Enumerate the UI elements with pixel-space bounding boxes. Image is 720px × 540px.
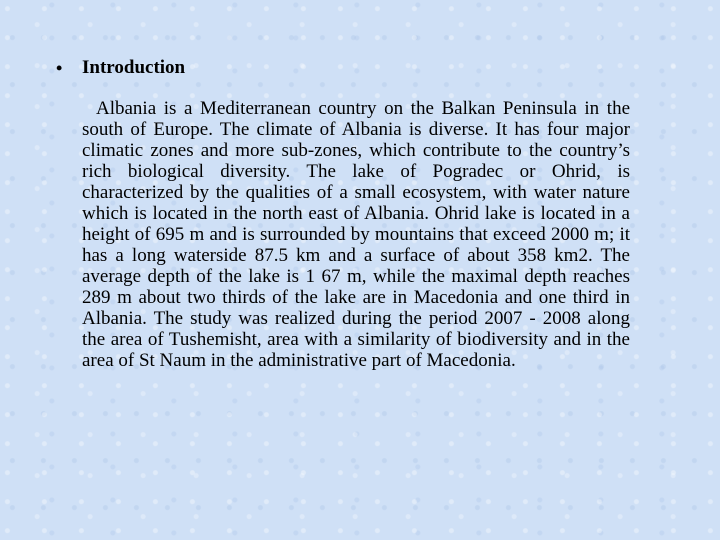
intro-paragraph: Albania is a Mediterranean country on the Balkan Peninsula in the south of Europe. The climate of Albania is diverse. It has four major climatic zones and more sub-zones, which contribute to the country’s rich biological diversity. The lake of Pogradec or Ohrid, is characterized by the qualities of a small ecosystem, with water nature which is located in the north east of Albania. Ohrid lake is located in a height of 695 m and is surrounded by mountains that exceed 2000 m; it has a long waterside 87.5 km and a surface of about 358 km2. The average depth of the lake is 1 67 m, while the maximal depth reaches 289 m about two thirds of the lake are in Macedonia and one third in Albania. The study was realized during the period 2007 - 2008 along the area of Tushemisht, area with a similarity of biodiversity and in the area of St Naum in the administrative part of Macedonia.	[82, 98, 630, 371]
bullet-marker: •	[56, 58, 63, 78]
section-heading-row	[56, 56, 185, 80]
section-heading: Introduction	[82, 57, 186, 78]
